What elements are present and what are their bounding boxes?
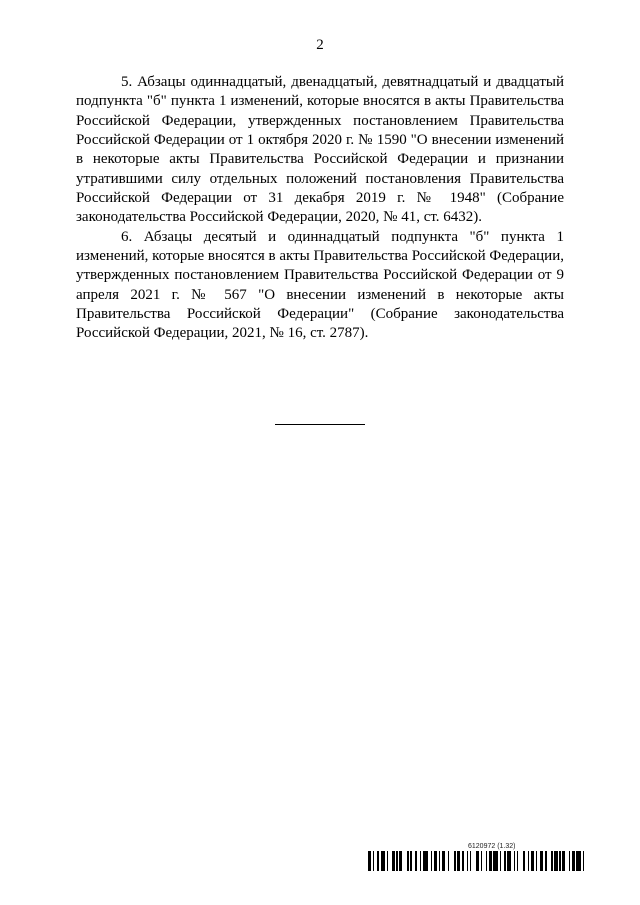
document-body bbox=[76, 73, 564, 344]
document-code: 6120972 (1.32) bbox=[468, 843, 516, 850]
barcode-bar bbox=[584, 851, 587, 871]
barcode bbox=[368, 851, 588, 871]
paragraph-5: 5. Абзацы одиннадцатый, двенадцатый, девятнадцатый и двадцатый подпункта "б" пункта 1 изменений, которые вносятся в акты Правительства Российской Федерации, утвержденных постановлением Правительства Российской Федерации от 1 октября 2020 г. № 1590 "О внесении изменений в некоторые акты Правительства Российской Федерации и признании утратившими силу отдельных положений постановления Правительства Российской Федерации от 31 декабря 2019 г. № 1948" (Собрание законодательства Российской Федерации, 2020, № 41, ст. 6432). bbox=[76, 74, 564, 226]
end-of-text-rule bbox=[275, 424, 365, 425]
paragraph-6: 6. Абзацы десятый и одиннадцатый подпункта "б" пункта 1 изменений, которые вносятся в акты Правительства Российской Федерации, утвержденных постановлением Правительства Российской Федерации от 9 апреля 2021 г. № 567 "О внесении изменений в некоторые акты Правительства Российской Федерации" (Собрание законодательства Российской Федерации, 2021, № 16, ст. 2787). bbox=[76, 228, 564, 342]
page-number: 2 bbox=[316, 37, 324, 53]
